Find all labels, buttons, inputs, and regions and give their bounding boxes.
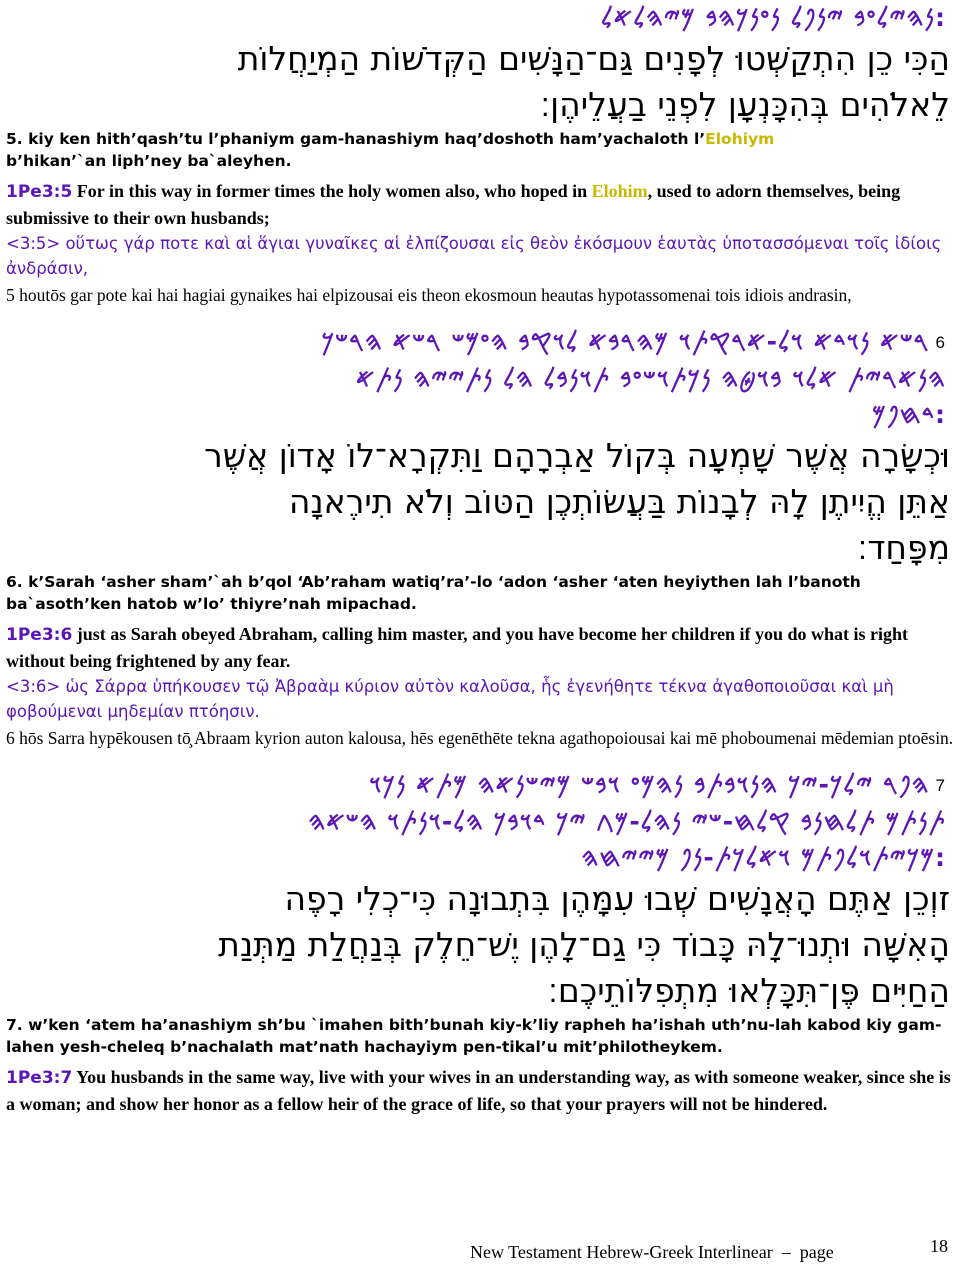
footer-title: New Testament Hebrew-Greek Interlinear – page [470, 1242, 834, 1262]
paleo-hebrew-text: 𐤓𐤔𐤀 𐤍𐤅𐤃𐤀 𐤅𐤋-𐤀𐤓𐤒𐤕𐤅 𐤌𐤄𐤓𐤁𐤀 𐤋𐤅𐤒𐤁 𐤄𐤏𐤌𐤔 𐤓𐤔𐤀 𐤄𐤓𐤔𐤊 [321, 327, 930, 356]
book-title: New Testament Hebrew-Greek Interlinear [470, 1242, 773, 1262]
verse-6 [0, 324, 960, 753]
greek-transliteration: 5 houtōs gar pote kai hai hagiai gynaikes hai elpizousai eis theon ekosmoun heautas hypotassomenai tois idiois andrasin, [6, 285, 852, 305]
verse-number: 6 [935, 333, 946, 352]
transliteration: 6. k’Sarah ‘asher sham’`ah b’qol ‘Ab’raham watiq’ra’-lo ‘adon ‘asher ‘aten heyiythen lah l’banoth ba`asoth’ken hatob w’lo’ thiyre’nah mipachad. [6, 573, 861, 613]
english-text: , used to adorn themselves, being submissive to their own husbands; [6, 181, 901, 228]
verse-number: 7 [935, 776, 946, 795]
paleo-hebrew-line: 𐤄𐤍𐤀𐤓𐤉𐤕 𐤀𐤋𐤅 𐤁𐤅𐤈𐤄 𐤍𐤊𐤕𐤅𐤔𐤏𐤁 𐤕𐤅𐤍𐤁𐤋 𐤄𐤋 𐤍𐤕𐤉𐤉𐤄 𐤍𐤕𐤀 [355, 364, 946, 393]
paleo-hebrew-line: :𐤍𐤄𐤉𐤋𐤏𐤁 𐤉𐤍𐤐𐤋 𐤍𐤏𐤍𐤊𐤄𐤁 𐤌𐤉𐤄𐤋𐤀𐤋 [600, 3, 946, 32]
english-translation [0, 1064, 960, 1117]
paleo-hebrew-line: 𐤕𐤍𐤕𐤌 𐤕𐤋𐤇𐤍𐤁 𐤒𐤋𐤇-𐤔𐤉 𐤍𐤄𐤋-𐤌𐤂 𐤉𐤊 𐤃𐤅𐤁𐤊 𐤄𐤋-𐤅𐤍𐤕𐤅 𐤄𐤔𐤀𐤄 [308, 807, 946, 836]
hebrew-line: וּכְשָׂרָה אֲשֶׁר שָׁמְעָה בְּקוֹל אַבְרָהָם וַתִּקְרָא־לוֹ אָדוֹן אֲשֶׁר [204, 436, 950, 475]
paleo-hebrew-line: :𐤌𐤊𐤉𐤕𐤅𐤋𐤐𐤕𐤌 𐤅𐤀𐤋𐤊𐤕-𐤍𐤐 𐤌𐤉𐤉𐤇𐤄 [581, 843, 946, 872]
hebrew-line: הַחַיִּים פֶּן־תִּכָּלְאוּ מִתְפִלּוֹתֵיכֶם׃ [548, 971, 950, 1010]
verse-reference: 1Pe3:5 [6, 182, 73, 202]
english-translation [0, 621, 960, 674]
transliteration-text: 5. kiy ken hith’qash’tu l’phaniym gam-hanashiym haq’doshoth ham’yachaloth l’ [6, 130, 706, 148]
elohim-name: Elohiym [705, 130, 775, 148]
hebrew-line: הָאִשָּׁה וּתְנוּ־לָהּ כָּבוֹד כִּי גַם־לָהֶן יֶשׁ־חֵלֶק בְּנַחֲלַת מַתְּנַת [218, 925, 950, 964]
verse-reference: 1Pe3:7 [6, 1068, 73, 1088]
page-label: page [799, 1242, 834, 1262]
hebrew-line: מִפָּחַד׃ [857, 528, 950, 567]
hebrew-line: אַתֵּן הֱיִיתֶן לָהּ לְבָנוֹת בַּעֲשׂוֹתְכֶן הַטּוֹב וְלֹא תִירֶאנָה [288, 482, 950, 521]
paleo-hebrew-text: 𐤄𐤐𐤓 𐤉𐤋𐤊-𐤉𐤊 𐤄𐤍𐤅𐤁𐤕𐤁 𐤍𐤄𐤌𐤏 𐤅𐤁𐤔 𐤌𐤉𐤔𐤍𐤀𐤄 𐤌𐤕𐤀 𐤍𐤊𐤅 [369, 770, 930, 799]
english-text: You husbands in the same way, live with your wives in an understanding way, as with someone weaker, since she is a woman; and show her honor as a fellow heir of the grace of life, so that your prayers will not be hindered. [6, 1067, 951, 1114]
page-number: 18 [930, 1236, 948, 1256]
transliteration-text: b’hikan’`an liph’ney ba`aleyhen. [6, 152, 292, 170]
greek-text: <3:5> οὕτως γάρ ποτε καὶ αἱ ἅγιαι γυναῖκες αἱ ἐλπίζουσαι εἰς θεὸν ἐκόσμουν ἑαυτὰς ὑποτασσόμεναι τοῖς ἰδίοις ἀνδράσιν, [6, 234, 942, 278]
hebrew-line: הַכִּי כֵן הִתְקַשְּׁטוּ לְפָנִים גַּם־הַנָּשִׁים הַקְּדֹשׁוֹת הַמְיַחֲלוֹת [237, 39, 950, 78]
verse-7 [0, 767, 960, 1117]
greek-text: <3:6> ὡς Σάρρα ὑπήκουσεν τῷ Ἀβραὰμ κύριον αὐτὸν καλοῦσα, ἧς ἐγενήθητε τέκνα ἀγαθοποιοῦσαι καὶ μὴ φοβούμεναι μηδεμίαν πτόησιν. [6, 677, 894, 721]
english-text: just as Sarah obeyed Abraham, calling him master, and you have become her children if you do what is right without being frightened by any fear. [6, 624, 909, 671]
paleo-hebrew-line: :𐤃𐤇𐤐𐤌 [872, 400, 946, 429]
paleo-hebrew-line [0, 767, 960, 804]
hebrew-line: זוְכֵן אַתֶּם הָאֲנָשִׁים שְׁבוּ עִמָּהֶן בִּתְבוּנָה כִּי־כְלִי רָפֶה [284, 879, 950, 918]
english-translation [0, 178, 960, 231]
transliteration [0, 128, 960, 172]
transliteration: 7. w’ken ‘atem ha’anashiym sh’bu `imahen bith’bunah kiy-k’liy rapheh ha’ishah uth’nu-lah kabod kiy gam-lahen yesh-cheleq b’nachalath mat’nath hachayiym pen-tikal’u mit’philotheykem. [6, 1016, 942, 1056]
verse-5 [0, 0, 960, 310]
elohim-name: Elohim [591, 181, 648, 201]
english-text: For in this way in former times the holy women also, who hoped in [72, 181, 592, 201]
greek-transliteration: 6 hōs Sarra hypēkousen tō̧ Abraam kyrion auton kalousa, hēs egenēthēte tekna agathopoiousai kai mē phoboumenai mēdemian ptoēsin. [6, 728, 954, 748]
verse-reference: 1Pe3:6 [6, 625, 73, 645]
hebrew-line: לֵאלֹהִים בְּהִכָּנְעָן לִפְנֵי בַעֲלֵיהֶן׃ [540, 85, 950, 124]
paleo-hebrew-line [0, 324, 960, 361]
